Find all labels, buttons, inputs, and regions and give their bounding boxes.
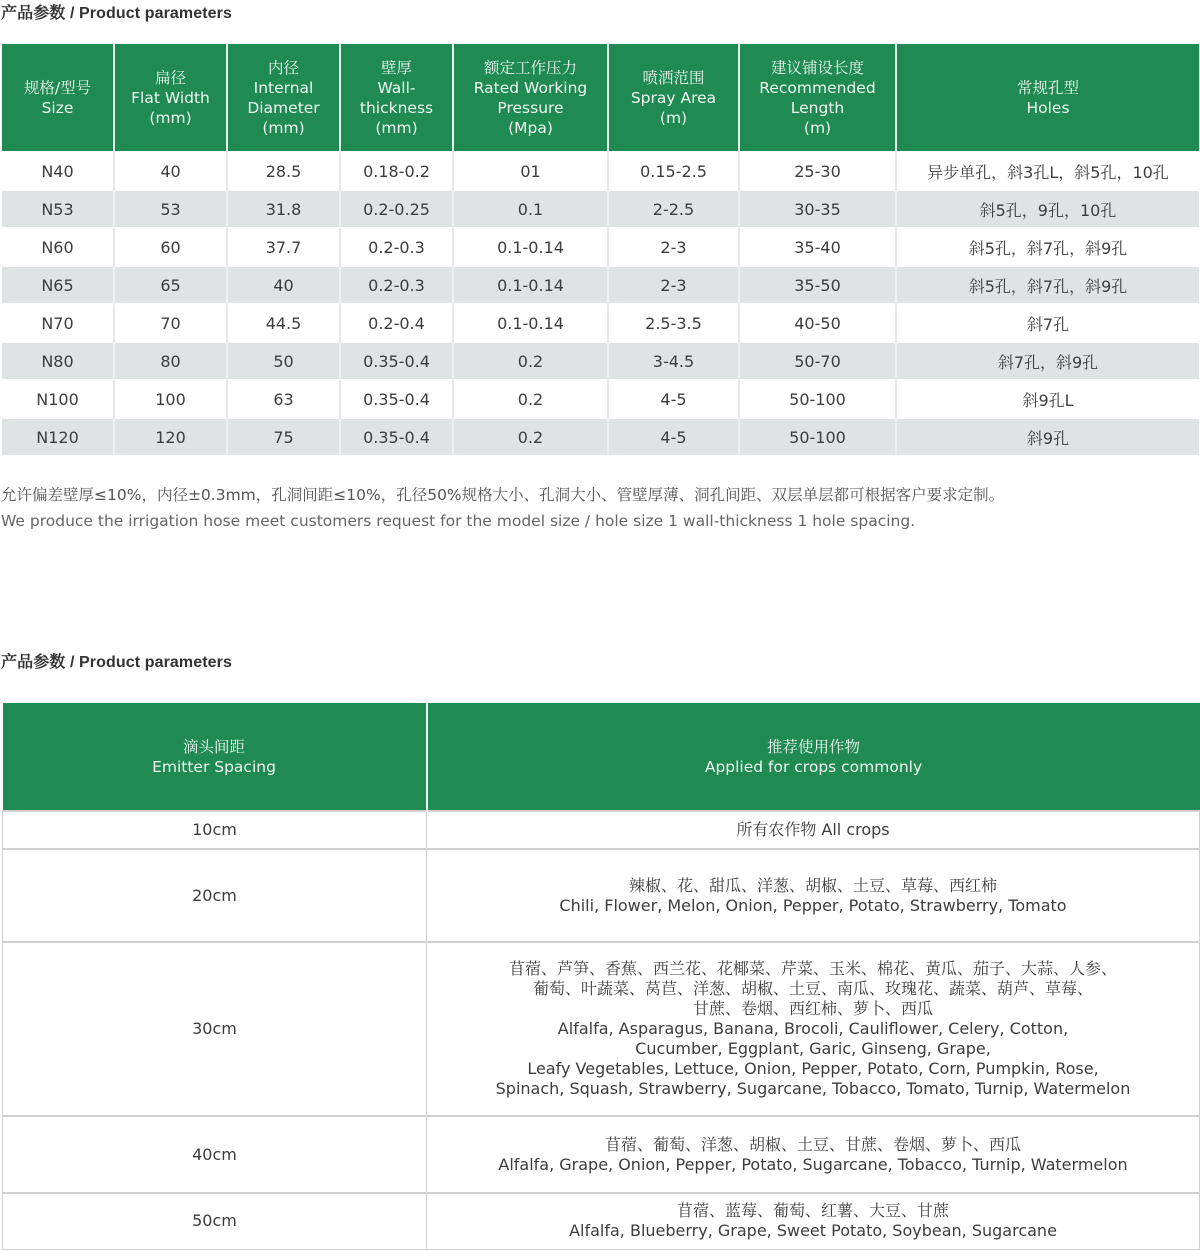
cell-emitter-spacing: 30cm	[3, 942, 427, 1116]
header-flat-width: 扁径 Flat Width (mm)	[114, 44, 227, 152]
crop-line: Alfalfa, Asparagus, Banana, Brocoli, Cauliflower, Celery, Cotton,	[557, 1019, 1069, 1038]
crop-line: 葡萄、叶蔬菜、莴苣、洋葱、胡椒、土豆、南瓜、玫瑰花、蔬菜、葫芦、草莓、	[532, 979, 1093, 998]
cell-crops	[427, 942, 1200, 1116]
cell-spray-area: 2-3	[608, 228, 739, 266]
table-row	[2, 304, 1199, 342]
header-rated-working-pressure: 额定工作压力 Rated Working Pressure (Mpa)	[453, 44, 608, 152]
cell-spray-area: 4-5	[608, 418, 739, 455]
cell-size: N53	[2, 190, 114, 228]
crop-line: Leafy Vegetables, Lettuce, Onion, Pepper, Potato, Corn, Pumpkin, Rose,	[527, 1059, 1099, 1078]
table-row	[3, 811, 1200, 849]
cell-spray-area: 2-2.5	[608, 190, 739, 228]
crop-line: 苜蓿、葡萄、洋葱、胡椒、土豆、甘蔗、卷烟、萝卜、西瓜	[604, 1134, 1021, 1154]
header-holes: 常规孔型 Holes	[896, 44, 1199, 152]
cell-internal-diameter: 31.8	[227, 190, 340, 228]
cell-length: 25-30	[739, 152, 896, 190]
cell-flat-width: 53	[114, 190, 227, 228]
header-emitter-spacing: 滴头间距 Emitter Spacing	[3, 703, 427, 811]
table-header-row	[3, 703, 1200, 811]
table-row	[2, 190, 1199, 228]
cell-length: 35-50	[739, 266, 896, 304]
cell-pressure: 01	[453, 152, 608, 190]
cell-holes: 斜7孔	[896, 304, 1199, 342]
cell-crops	[427, 849, 1200, 942]
cell-size: N70	[2, 304, 114, 342]
cell-size: N120	[2, 418, 114, 455]
cell-spray-area: 2.5-3.5	[608, 304, 739, 342]
cell-spray-area: 2-3	[608, 266, 739, 304]
cell-pressure: 0.2	[453, 380, 608, 418]
cell-flat-width: 70	[114, 304, 227, 342]
cell-pressure: 0.1-0.14	[453, 266, 608, 304]
table-row	[2, 228, 1199, 266]
cell-holes: 斜5孔，斜7孔，斜9孔	[896, 266, 1199, 304]
cell-emitter-spacing: 20cm	[3, 849, 427, 942]
table-row	[3, 849, 1200, 942]
table-row	[3, 942, 1200, 1116]
table-row	[3, 1116, 1200, 1193]
cell-emitter-spacing: 50cm	[3, 1193, 427, 1249]
emitter-spacing-crops-table	[2, 703, 1200, 1250]
cell-wall-thickness: 0.18-0.2	[340, 152, 453, 190]
crop-line: 甘蔗、卷烟、西红柿、萝卜、西瓜	[692, 999, 933, 1018]
tolerance-note-chinese: 允许偏差壁厚≤10%，内径±0.3mm，孔洞间距≤10%，孔径50%规格大小、孔洞大小、管壁厚薄、洞孔间距、双层单层都可根据客户要求定制。	[1, 486, 1005, 504]
crop-line: Cucumber, Eggplant, Garic, Ginseng, Grape,	[635, 1039, 991, 1058]
cell-internal-diameter: 40	[227, 266, 340, 304]
cell-internal-diameter: 28.5	[227, 152, 340, 190]
cell-pressure: 0.1	[453, 190, 608, 228]
cell-internal-diameter: 37.7	[227, 228, 340, 266]
cell-size: N100	[2, 380, 114, 418]
cell-wall-thickness: 0.2-0.25	[340, 190, 453, 228]
cell-spray-area: 0.15-2.5	[608, 152, 739, 190]
cell-flat-width: 40	[114, 152, 227, 190]
product-parameters-table	[2, 44, 1199, 455]
cell-length: 50-100	[739, 418, 896, 455]
cell-crops	[427, 811, 1200, 849]
cell-spray-area: 4-5	[608, 380, 739, 418]
table-row	[2, 418, 1199, 455]
crop-line: 苜蓿、蓝莓、葡萄、红薯、大豆、甘蔗	[676, 1201, 949, 1221]
cell-holes: 异步单孔，斜3孔L，斜5孔，10孔	[896, 152, 1199, 190]
cell-holes: 斜7孔，斜9孔	[896, 342, 1199, 380]
table-header-row	[2, 44, 1199, 152]
crop-line: Alfalfa, Grape, Onion, Pepper, Potato, Sugarcane, Tobacco, Turnip, Watermelon	[498, 1154, 1128, 1174]
header-internal-diameter: 内径 Internal Diameter (mm)	[227, 44, 340, 152]
cell-flat-width: 100	[114, 380, 227, 418]
cell-wall-thickness: 0.2-0.3	[340, 228, 453, 266]
crop-line: 辣椒、花、甜瓜、洋葱、胡椒、土豆、草莓、西红柿	[628, 875, 997, 895]
table-row	[3, 1193, 1200, 1249]
cell-flat-width: 60	[114, 228, 227, 266]
header-wall-thickness: 壁厚 Wall-thickness (mm)	[340, 44, 453, 152]
cell-emitter-spacing: 40cm	[3, 1116, 427, 1193]
header-recommended-length: 建议铺设长度 Recommended Length (m)	[739, 44, 896, 152]
cell-crops	[427, 1116, 1200, 1193]
cell-holes: 斜9孔	[896, 418, 1199, 455]
cell-holes: 斜5孔，9孔，10孔	[896, 190, 1199, 228]
cell-crops	[427, 1193, 1200, 1249]
crop-line: Alfalfa, Blueberry, Grape, Sweet Potato, Soybean, Sugarcane	[569, 1221, 1057, 1241]
cell-pressure: 0.2	[453, 342, 608, 380]
table-row	[2, 342, 1199, 380]
section-title-product-parameters: 产品参数 / Product parameters	[1, 654, 232, 671]
cell-pressure: 0.1-0.14	[453, 228, 608, 266]
cell-holes: 斜9孔L	[896, 380, 1199, 418]
cell-wall-thickness: 0.35-0.4	[340, 380, 453, 418]
cell-length: 35-40	[739, 228, 896, 266]
cell-internal-diameter: 63	[227, 380, 340, 418]
cell-spray-area: 3-4.5	[608, 342, 739, 380]
cell-length: 50-70	[739, 342, 896, 380]
section-title-product-parameters: 产品参数 / Product parameters	[1, 5, 232, 22]
cell-wall-thickness: 0.35-0.4	[340, 418, 453, 455]
cell-size: N65	[2, 266, 114, 304]
cell-pressure: 0.1-0.14	[453, 304, 608, 342]
customization-note-english: We produce the irrigation hose meet customers request for the model size / hole size 1 wall-thickness 1 hole spacing.	[1, 512, 916, 530]
header-size: 规格/型号 Size	[2, 44, 114, 152]
cell-holes: 斜5孔，斜7孔，斜9孔	[896, 228, 1199, 266]
cell-flat-width: 120	[114, 418, 227, 455]
cell-pressure: 0.2	[453, 418, 608, 455]
crop-line: Spinach, Squash, Strawberry, Sugarcane, Tobacco, Tomato, Turnip, Watermelon	[495, 1079, 1131, 1098]
cell-length: 30-35	[739, 190, 896, 228]
header-spray-area: 喷洒范围 Spray Area (m)	[608, 44, 739, 152]
cell-flat-width: 65	[114, 266, 227, 304]
cell-size: N60	[2, 228, 114, 266]
table-row	[2, 266, 1199, 304]
cell-wall-thickness: 0.35-0.4	[340, 342, 453, 380]
table-row	[2, 380, 1199, 418]
cell-internal-diameter: 75	[227, 418, 340, 455]
cell-wall-thickness: 0.2-0.4	[340, 304, 453, 342]
cell-internal-diameter: 50	[227, 342, 340, 380]
cell-length: 40-50	[739, 304, 896, 342]
crop-line: Chili, Flower, Melon, Onion, Pepper, Potato, Strawberry, Tomato	[559, 895, 1067, 915]
cell-size: N40	[2, 152, 114, 190]
crop-line: 所有农作物 All crops	[736, 820, 890, 839]
cell-size: N80	[2, 342, 114, 380]
cell-internal-diameter: 44.5	[227, 304, 340, 342]
table-row	[2, 152, 1199, 190]
cell-wall-thickness: 0.2-0.3	[340, 266, 453, 304]
header-applied-crops: 推荐使用作物 Applied for crops commonly	[427, 703, 1200, 811]
cell-length: 50-100	[739, 380, 896, 418]
cell-emitter-spacing: 10cm	[3, 811, 427, 849]
crop-line: 苜蓿、芦笋、香蕉、西兰花、花椰菜、芹菜、玉米、棉花、黄瓜、茄子、大蒜、人参、	[508, 959, 1117, 978]
cell-flat-width: 80	[114, 342, 227, 380]
